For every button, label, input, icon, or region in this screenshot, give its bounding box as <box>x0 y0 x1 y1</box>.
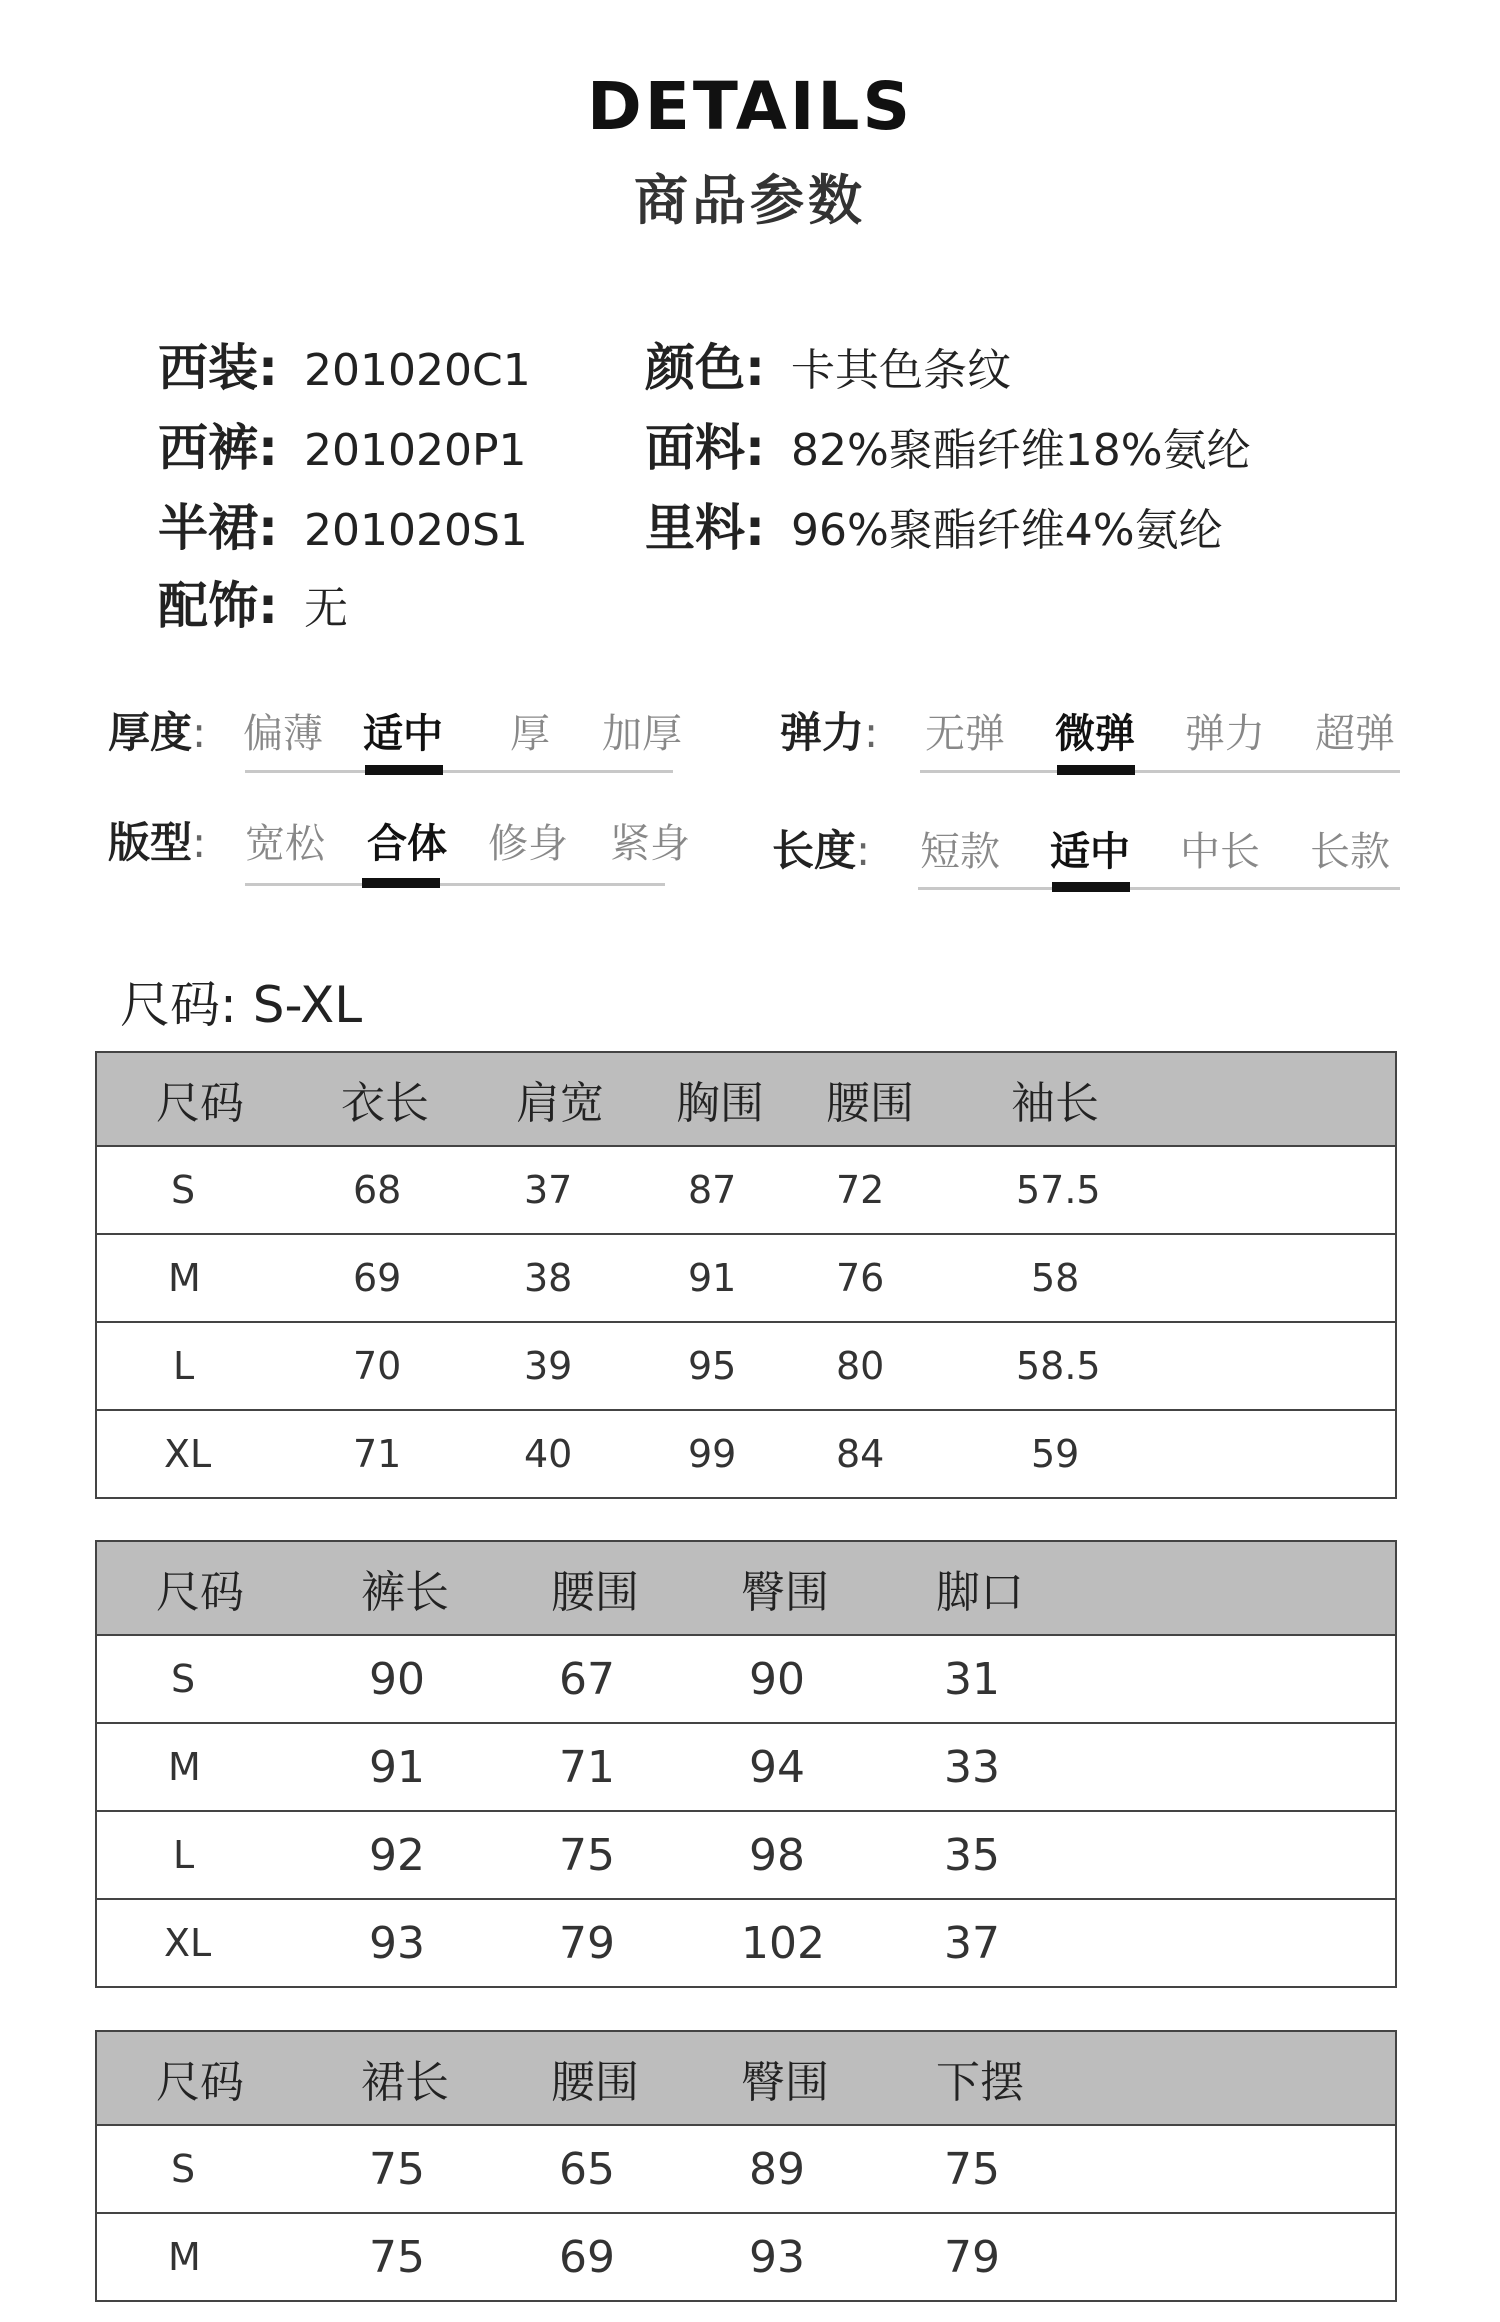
table-header-row <box>96 2031 1396 2125</box>
option-mid-long: 中长 <box>1180 829 1260 875</box>
spec-label: 半裙: <box>158 499 278 557</box>
attribute-label: 厚度: <box>108 708 207 757</box>
table-cell: 67 <box>551 1635 741 1723</box>
table-row <box>96 1723 1396 1811</box>
table-cell: 90 <box>741 1635 936 1723</box>
option-tight: 紧身 <box>610 821 690 867</box>
size-table-jacket <box>95 1051 1397 1499</box>
table-row <box>96 2213 1396 2301</box>
table-cell: 93 <box>361 1899 551 1987</box>
table-cell: 65 <box>551 2125 741 2213</box>
table-cell: 79 <box>551 1899 741 1987</box>
selected-marker <box>1052 882 1130 892</box>
table-cell: M <box>156 1234 341 1322</box>
option-medium: 适中 <box>363 711 443 757</box>
spec-skirt <box>158 488 528 560</box>
spec-suit <box>158 328 531 400</box>
spec-color <box>645 328 1011 400</box>
spec-label: 配饰: <box>158 577 278 635</box>
column-header: 腰围 <box>551 2031 741 2125</box>
column-header: 衣长 <box>341 1052 516 1146</box>
table-cell: L <box>156 1811 361 1899</box>
table-header-row <box>96 1541 1396 1635</box>
table-cell: 102 <box>741 1899 936 1987</box>
table-row <box>96 1899 1396 1987</box>
scale-track <box>920 770 1400 773</box>
selected-marker <box>362 878 440 888</box>
page-title-en: DETAILS <box>587 68 913 145</box>
spec-label: 里料: <box>645 499 765 557</box>
column-header: 胸围 <box>676 1052 826 1146</box>
spec-value: 卡其色条纹 <box>791 345 1011 396</box>
table-cell: 57.5 <box>1011 1146 1396 1234</box>
spec-value: 无 <box>304 583 348 634</box>
spec-value: 201020P1 <box>304 425 527 476</box>
spec-lining <box>645 488 1223 560</box>
table-cell: 75 <box>551 1811 741 1899</box>
table-cell: 75 <box>361 2213 551 2301</box>
size-table-skirt <box>95 2030 1397 2302</box>
column-header: 袖长 <box>1011 1052 1396 1146</box>
table-row <box>96 1146 1396 1234</box>
option-no-stretch: 无弹 <box>925 711 1005 757</box>
column-header: 尺码 <box>156 1541 361 1635</box>
table-cell: 33 <box>936 1723 1396 1811</box>
option-stretch: 弹力 <box>1185 711 1265 757</box>
scale-track <box>918 887 1400 890</box>
table-cell: 38 <box>516 1234 676 1322</box>
table-cell: 40 <box>516 1410 676 1498</box>
table-cell: 68 <box>341 1146 516 1234</box>
table-cell: 70 <box>341 1322 516 1410</box>
attribute-label: 长度: <box>772 826 871 875</box>
option-super-stretch: 超弹 <box>1315 711 1395 757</box>
size-range: 尺码: S-XL <box>120 976 363 1034</box>
table-cell: 75 <box>936 2125 1396 2213</box>
column-header: 尺码 <box>156 1052 341 1146</box>
column-header: 肩宽 <box>516 1052 676 1146</box>
option-thin: 偏薄 <box>243 711 323 757</box>
spec-label: 面料: <box>645 419 765 477</box>
table-cell: 71 <box>341 1410 516 1498</box>
table-cell: 37 <box>936 1899 1396 1987</box>
table-row <box>96 1635 1396 1723</box>
table-cell: 71 <box>551 1723 741 1811</box>
column-header: 臀围 <box>741 2031 936 2125</box>
column-header: 裙长 <box>361 2031 551 2125</box>
spec-value: 82%聚酯纤维18%氨纶 <box>791 425 1251 476</box>
selected-marker <box>1057 765 1135 775</box>
table-cell: 39 <box>516 1322 676 1410</box>
column-header: 尺码 <box>156 2031 361 2125</box>
spec-label: 西装: <box>158 339 278 397</box>
table-cell: 31 <box>936 1635 1396 1723</box>
option-short: 短款 <box>920 829 1000 875</box>
table-cell: 80 <box>826 1322 1011 1410</box>
table-cell: 59 <box>1011 1410 1396 1498</box>
column-header: 下摆 <box>936 2031 1396 2125</box>
table-cell: 92 <box>361 1811 551 1899</box>
table-cell: 35 <box>936 1811 1396 1899</box>
table-cell: 98 <box>741 1811 936 1899</box>
table-cell: 90 <box>361 1635 551 1723</box>
table-cell: 79 <box>936 2213 1396 2301</box>
table-cell: 91 <box>676 1234 826 1322</box>
option-loose: 宽松 <box>245 821 325 867</box>
table-cell: M <box>156 2213 361 2301</box>
table-cell: S <box>156 2125 361 2213</box>
spec-value: 96%聚酯纤维4%氨纶 <box>791 505 1223 556</box>
table-cell: 93 <box>741 2213 936 2301</box>
table-cell: L <box>156 1322 341 1410</box>
table-cell: 84 <box>826 1410 1011 1498</box>
table-header-row <box>96 1052 1396 1146</box>
table-cell: 75 <box>361 2125 551 2213</box>
table-cell: 94 <box>741 1723 936 1811</box>
option-regular: 合体 <box>367 821 447 867</box>
table-cell: XL <box>156 1899 361 1987</box>
spec-pants <box>158 408 527 480</box>
table-row <box>96 1234 1396 1322</box>
table-row <box>96 2125 1396 2213</box>
page-title-cn: 商品参数 <box>634 169 866 232</box>
attribute-label: 版型: <box>108 818 207 867</box>
table-cell: 99 <box>676 1410 826 1498</box>
table-cell: 87 <box>676 1146 826 1234</box>
column-header: 臀围 <box>741 1541 936 1635</box>
column-header: 腰围 <box>826 1052 1011 1146</box>
option-medium-length: 适中 <box>1050 829 1130 875</box>
attribute-label: 弹力: <box>780 708 879 757</box>
spec-label: 颜色: <box>645 339 765 397</box>
table-cell: S <box>156 1146 341 1234</box>
table-cell: S <box>156 1635 361 1723</box>
option-slim: 修身 <box>488 821 568 867</box>
column-header: 裤长 <box>361 1541 551 1635</box>
table-cell: 89 <box>741 2125 936 2213</box>
table-row <box>96 1410 1396 1498</box>
spec-fabric <box>645 408 1251 480</box>
scale-track <box>245 770 673 773</box>
size-table-pants <box>95 1540 1397 1988</box>
spec-value: 201020C1 <box>304 345 531 396</box>
column-header: 腰围 <box>551 1541 741 1635</box>
table-cell: 69 <box>341 1234 516 1322</box>
option-long: 长款 <box>1310 829 1390 875</box>
table-row <box>96 1811 1396 1899</box>
table-cell: 58.5 <box>1011 1322 1396 1410</box>
table-cell: 91 <box>361 1723 551 1811</box>
option-thick: 厚 <box>510 711 550 757</box>
spec-label: 西裤: <box>158 419 278 477</box>
table-cell: 69 <box>551 2213 741 2301</box>
column-header: 脚口 <box>936 1541 1396 1635</box>
spec-value: 201020S1 <box>304 505 528 556</box>
selected-marker <box>365 765 443 775</box>
table-cell: M <box>156 1723 361 1811</box>
scale-track <box>245 883 665 886</box>
spec-accessory <box>158 566 348 638</box>
table-cell: 72 <box>826 1146 1011 1234</box>
table-cell: 95 <box>676 1322 826 1410</box>
table-cell: XL <box>156 1410 341 1498</box>
table-cell: 76 <box>826 1234 1011 1322</box>
table-row <box>96 1322 1396 1410</box>
table-cell: 37 <box>516 1146 676 1234</box>
option-slight-stretch: 微弹 <box>1055 711 1135 757</box>
table-cell: 58 <box>1011 1234 1396 1322</box>
option-extra-thick: 加厚 <box>602 711 682 757</box>
